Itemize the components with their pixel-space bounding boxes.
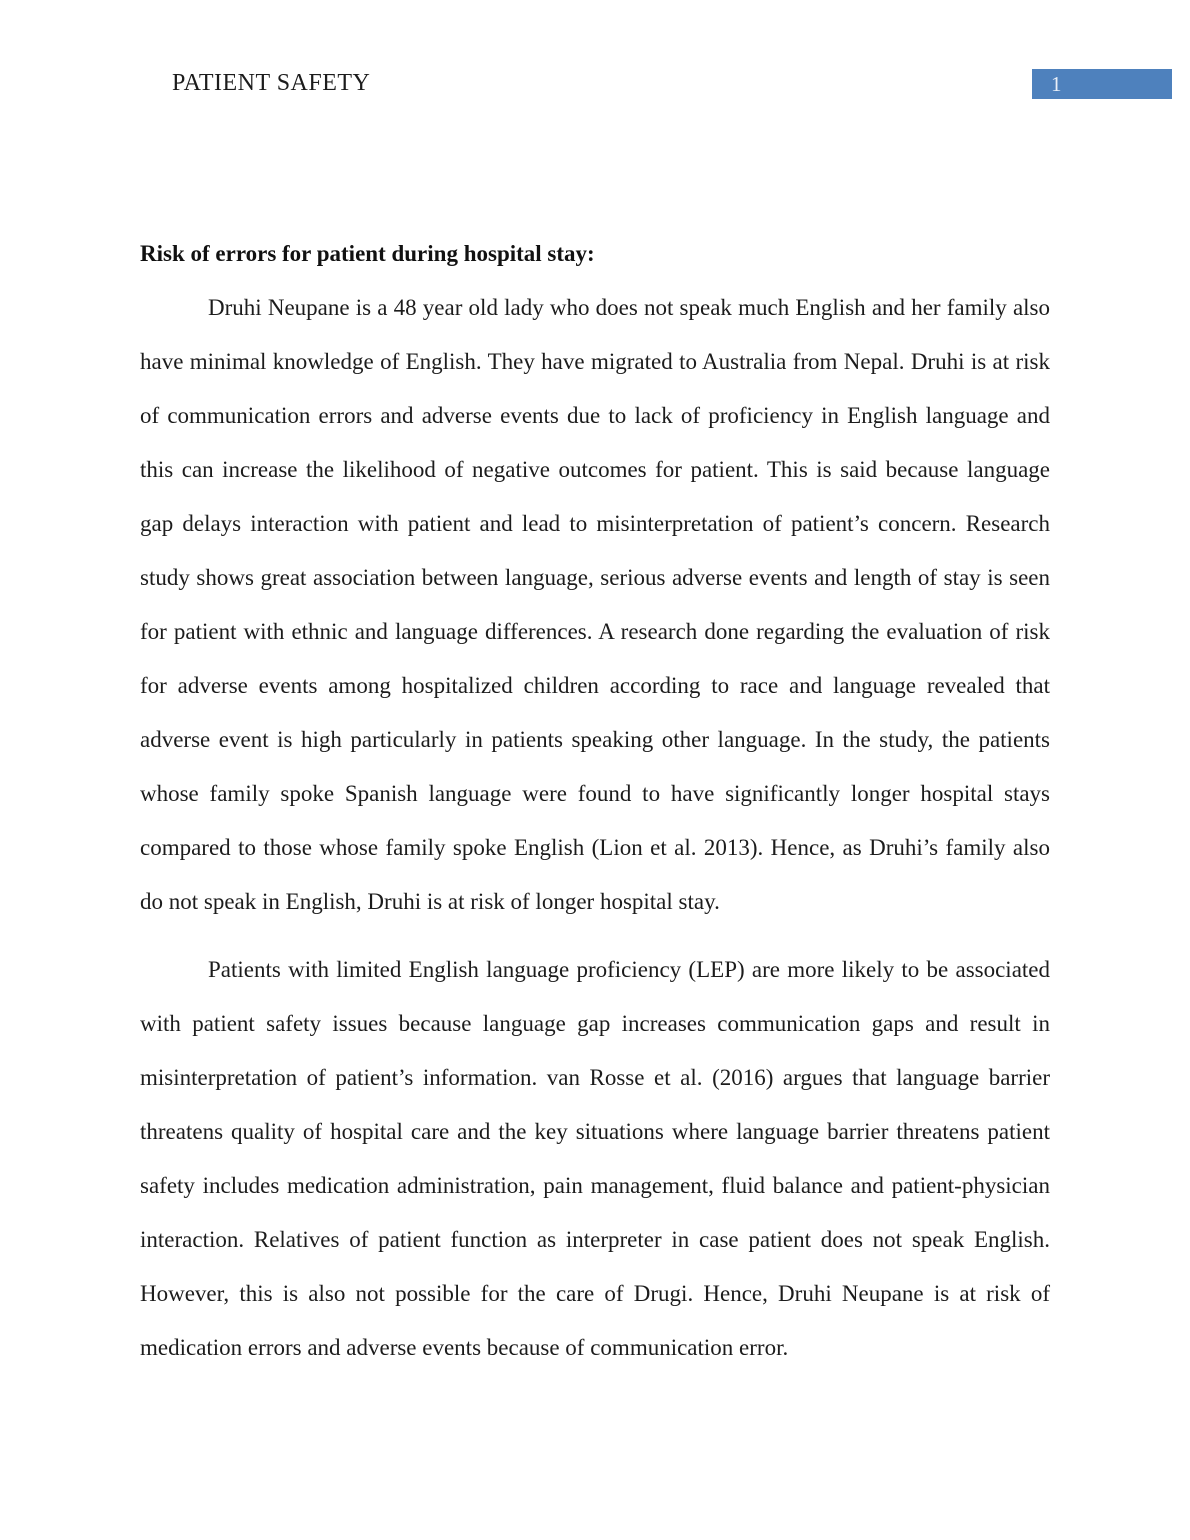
page-number-badge [1032,69,1172,99]
document-body [140,227,1050,1375]
page-number: 1 [1051,72,1062,96]
paragraph-risk-of-errors: Druhi Neupane is a 48 year old lady who does not speak much English and her family also have minimal knowledge of English. They have migrated to Australia from Nepal. Druhi is at risk of communication errors and adverse events due to lack of proficiency in English language and this can increase the likelihood of negative outcomes for patient. This is said because language gap delays interaction with patient and lead to misinterpretation of patient’s concern. Research study shows great association between language, serious adverse events and length of stay is seen for patient with ethnic and language differences. A research done regarding the evaluation of risk for adverse events among hospitalized children according to race and language revealed that adverse event is high particularly in patients speaking other language. In the study, the patients whose family spoke Spanish language were found to have significantly longer hospital stays compared to those whose family spoke English (Lion et al. 2013). Hence, as Druhi’s family also do not speak in English, Druhi is at risk of longer hospital stay. [140,295,1050,914]
paragraph-lep-patient-safety: Patients with limited English language proficiency (LEP) are more likely to be associated with patient safety issues because language gap increases communication gaps and result in misinterpretation of patient’s information. van Rosse et al. (2016) argues that language barrier threatens quality of hospital care and the key situations where language barrier threatens patient safety includes medication administration, pain management, fluid balance and patient-physician interaction. Relatives of patient function as interpreter in case patient does not speak English. However, this is also not possible for the care of Drugi. Hence, Druhi Neupane is at risk of medication errors and adverse events because of communication error. [140,957,1050,1360]
running-head: PATIENT SAFETY [172,70,371,96]
section-heading: Risk of errors for patient during hospital stay: [140,241,595,266]
